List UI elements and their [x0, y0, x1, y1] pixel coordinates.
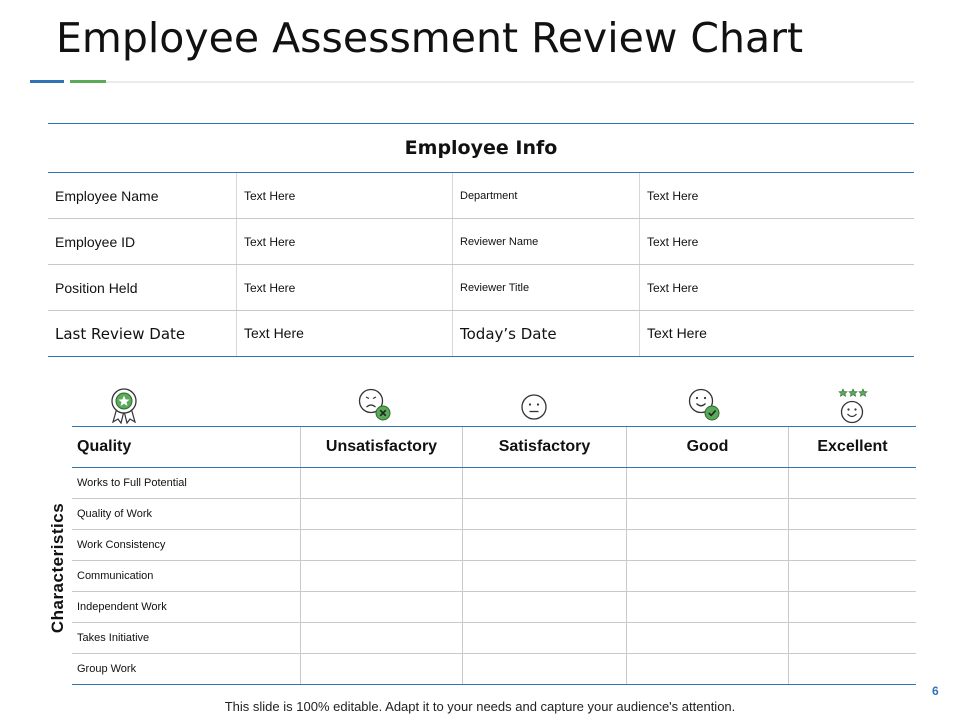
column-header-quality: Quality: [77, 438, 132, 455]
column-header-unsatisfactory: Unsatisfactory: [300, 427, 462, 467]
smile-face-check-icon: [687, 386, 725, 424]
rating-cell-good[interactable]: [626, 561, 788, 591]
employee-info-header: Employee Info: [48, 123, 914, 173]
rating-cell-good[interactable]: [626, 530, 788, 560]
column-header-good: Good: [626, 427, 788, 467]
rating-cell-excellent[interactable]: [788, 499, 916, 529]
rating-cell-good[interactable]: [626, 499, 788, 529]
table-row: [72, 468, 916, 499]
rating-cell-unsatisfactory[interactable]: [300, 468, 462, 498]
accent-bar-green: [70, 80, 106, 83]
reviewer-title-value[interactable]: Text Here: [639, 265, 914, 310]
rating-cell-satisfactory[interactable]: [462, 468, 626, 498]
happy-face-stars-icon: [836, 386, 870, 424]
page-number: 6: [932, 684, 939, 698]
characteristics-side-label: Characteristics: [48, 502, 67, 634]
rating-cell-unsatisfactory[interactable]: [300, 654, 462, 684]
reviewer-title-label: Reviewer Title: [452, 265, 639, 310]
footer-note: This slide is 100% editable. Adapt it to your needs and capture your audience's attention.: [224, 699, 736, 714]
assessment-header-row: [72, 426, 916, 468]
characteristic-label: Works to Full Potential: [77, 477, 187, 489]
todays-date-value[interactable]: Text Here: [639, 311, 914, 356]
rating-cell-good[interactable]: [626, 592, 788, 622]
accent-bar-blue: [30, 80, 64, 83]
table-row: [72, 561, 916, 592]
department-label: Department: [452, 173, 639, 218]
rating-cell-excellent[interactable]: [788, 623, 916, 653]
employee-name-label: Employee Name: [55, 187, 159, 204]
rating-cell-satisfactory[interactable]: [462, 530, 626, 560]
characteristic-label: Communication: [77, 570, 154, 582]
reviewer-name-value[interactable]: Text Here: [639, 219, 914, 264]
table-row: [72, 654, 916, 685]
rating-cell-unsatisfactory[interactable]: [300, 530, 462, 560]
rating-cell-excellent[interactable]: [788, 654, 916, 684]
employee-id-value[interactable]: Text Here: [236, 219, 452, 264]
characteristic-label: Work Consistency: [77, 539, 166, 551]
rating-cell-unsatisfactory[interactable]: [300, 592, 462, 622]
page-title: Employee Assessment Review Chart: [56, 14, 804, 62]
rating-cell-satisfactory[interactable]: [462, 592, 626, 622]
rating-cell-excellent[interactable]: [788, 468, 916, 498]
employee-info-table: [48, 123, 914, 357]
rating-cell-good[interactable]: [626, 468, 788, 498]
characteristic-label: Group Work: [77, 663, 137, 675]
characteristic-label: Takes Initiative: [77, 632, 150, 644]
info-row: [48, 173, 914, 219]
sad-face-x-icon: [356, 386, 394, 424]
last-review-date-label: Last Review Date: [55, 324, 186, 343]
position-held-value[interactable]: Text Here: [236, 265, 452, 310]
table-row: [72, 623, 916, 654]
rating-cell-unsatisfactory[interactable]: [300, 561, 462, 591]
characteristic-label: Quality of Work: [77, 508, 152, 520]
title-rule: [106, 81, 914, 83]
assessment-table: [72, 426, 916, 685]
rating-cell-excellent[interactable]: [788, 561, 916, 591]
rating-cell-unsatisfactory[interactable]: [300, 499, 462, 529]
department-value[interactable]: Text Here: [639, 173, 914, 218]
rating-cell-satisfactory[interactable]: [462, 561, 626, 591]
rating-cell-good[interactable]: [626, 654, 788, 684]
table-row: [72, 592, 916, 623]
rating-cell-satisfactory[interactable]: [462, 654, 626, 684]
position-held-label: Position Held: [55, 279, 138, 296]
info-row: [48, 265, 914, 311]
rating-cell-satisfactory[interactable]: [462, 499, 626, 529]
table-row: [72, 499, 916, 530]
rating-cell-excellent[interactable]: [788, 530, 916, 560]
employee-id-label: Employee ID: [55, 233, 136, 250]
column-header-satisfactory: Satisfactory: [462, 427, 626, 467]
table-row: [72, 530, 916, 561]
rating-cell-satisfactory[interactable]: [462, 623, 626, 653]
rating-cell-unsatisfactory[interactable]: [300, 623, 462, 653]
characteristic-label: Independent Work: [77, 601, 167, 613]
neutral-face-icon: [519, 392, 549, 422]
award-badge-icon: [108, 386, 140, 424]
todays-date-label: Today’s Date: [452, 311, 639, 356]
column-header-excellent: Excellent: [788, 427, 916, 467]
rating-cell-excellent[interactable]: [788, 592, 916, 622]
info-row: [48, 311, 914, 357]
rating-cell-good[interactable]: [626, 623, 788, 653]
last-review-date-value[interactable]: Text Here: [236, 311, 452, 356]
info-row: [48, 219, 914, 265]
reviewer-name-label: Reviewer Name: [452, 219, 639, 264]
employee-name-value[interactable]: Text Here: [236, 173, 452, 218]
